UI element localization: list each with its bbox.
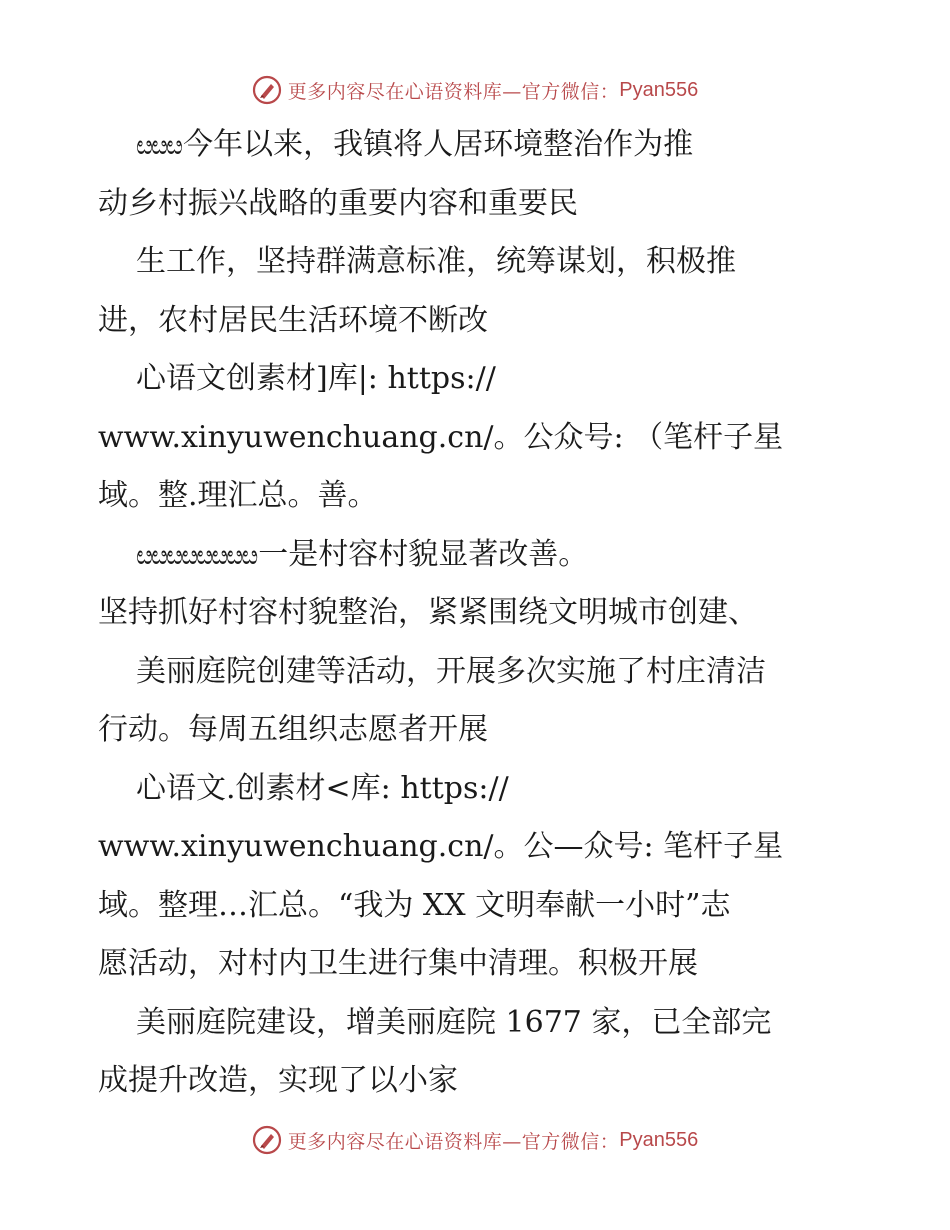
- paragraph-line: 生工作，坚持群满意标准，统筹谋划，积极推: [136, 244, 736, 279]
- paragraph-line: www.xinyuwenchuang.cn/。公—众号: 笔杆子星: [98, 829, 784, 864]
- paragraph-line: 心语文创素材]库|: https://: [136, 361, 496, 396]
- paragraph-line: 动乡村振兴战略的重要内容和重要民: [98, 185, 578, 221]
- pen-logo-icon: [252, 75, 282, 105]
- footer-watermark: [0, 1120, 950, 1160]
- ornament-glyphs: ೞೞೞ: [136, 131, 182, 161]
- paragraph-line: 坚持抓好村容村貌整治，紧紧围绕文明城市创建、: [98, 595, 758, 630]
- header-wechat-id: Pyan556: [619, 78, 699, 101]
- paragraph-line: 心语文.创素材<库: https://: [136, 770, 509, 806]
- footer-wechat-id: Pyan556: [619, 1128, 699, 1151]
- paragraph-line: 进，农村居民生活环境不断改: [98, 302, 488, 338]
- paragraph-line: ೞೞೞೞೞೞೞೞ一是村容村貌显著改善。: [136, 536, 589, 572]
- paragraph-line: 愿活动，对村内卫生进行集中清理。积极开展: [98, 946, 698, 981]
- footer-watermark-text: 更多内容尽在心语资料库—官方微信：: [287, 1130, 620, 1153]
- header-watermark: [0, 70, 950, 110]
- body-text: [98, 116, 858, 1111]
- paragraph-line: 行动。每周五组织志愿者开展: [98, 712, 488, 747]
- paragraph-line: www.xinyuwenchuang.cn/。公众号: （笔杆子星: [98, 419, 784, 455]
- pen-logo-icon: [252, 1125, 282, 1155]
- paragraph-line: 域。整.理汇总。善。: [98, 478, 378, 513]
- header-watermark-text: 更多内容尽在心语资料库—官方微信：: [287, 80, 620, 103]
- paragraph-line: 域。整理…汇总。“我为 XX 文明奉献一小时”志: [98, 887, 731, 923]
- paragraph-line: 成提升改造，实现了以小家: [98, 1063, 458, 1098]
- paragraph-line: 美丽庭院创建等活动，开展多次实施了村庄清洁: [136, 653, 766, 689]
- ornament-glyphs: ೞೞೞೞೞೞೞೞ: [136, 540, 257, 571]
- paragraph-line: ೞೞೞ今年以来，我镇将人居环境整治作为推: [136, 127, 694, 162]
- paragraph-line: 美丽庭院建设，增美丽庭院 1677 家，已全部完: [136, 1004, 772, 1040]
